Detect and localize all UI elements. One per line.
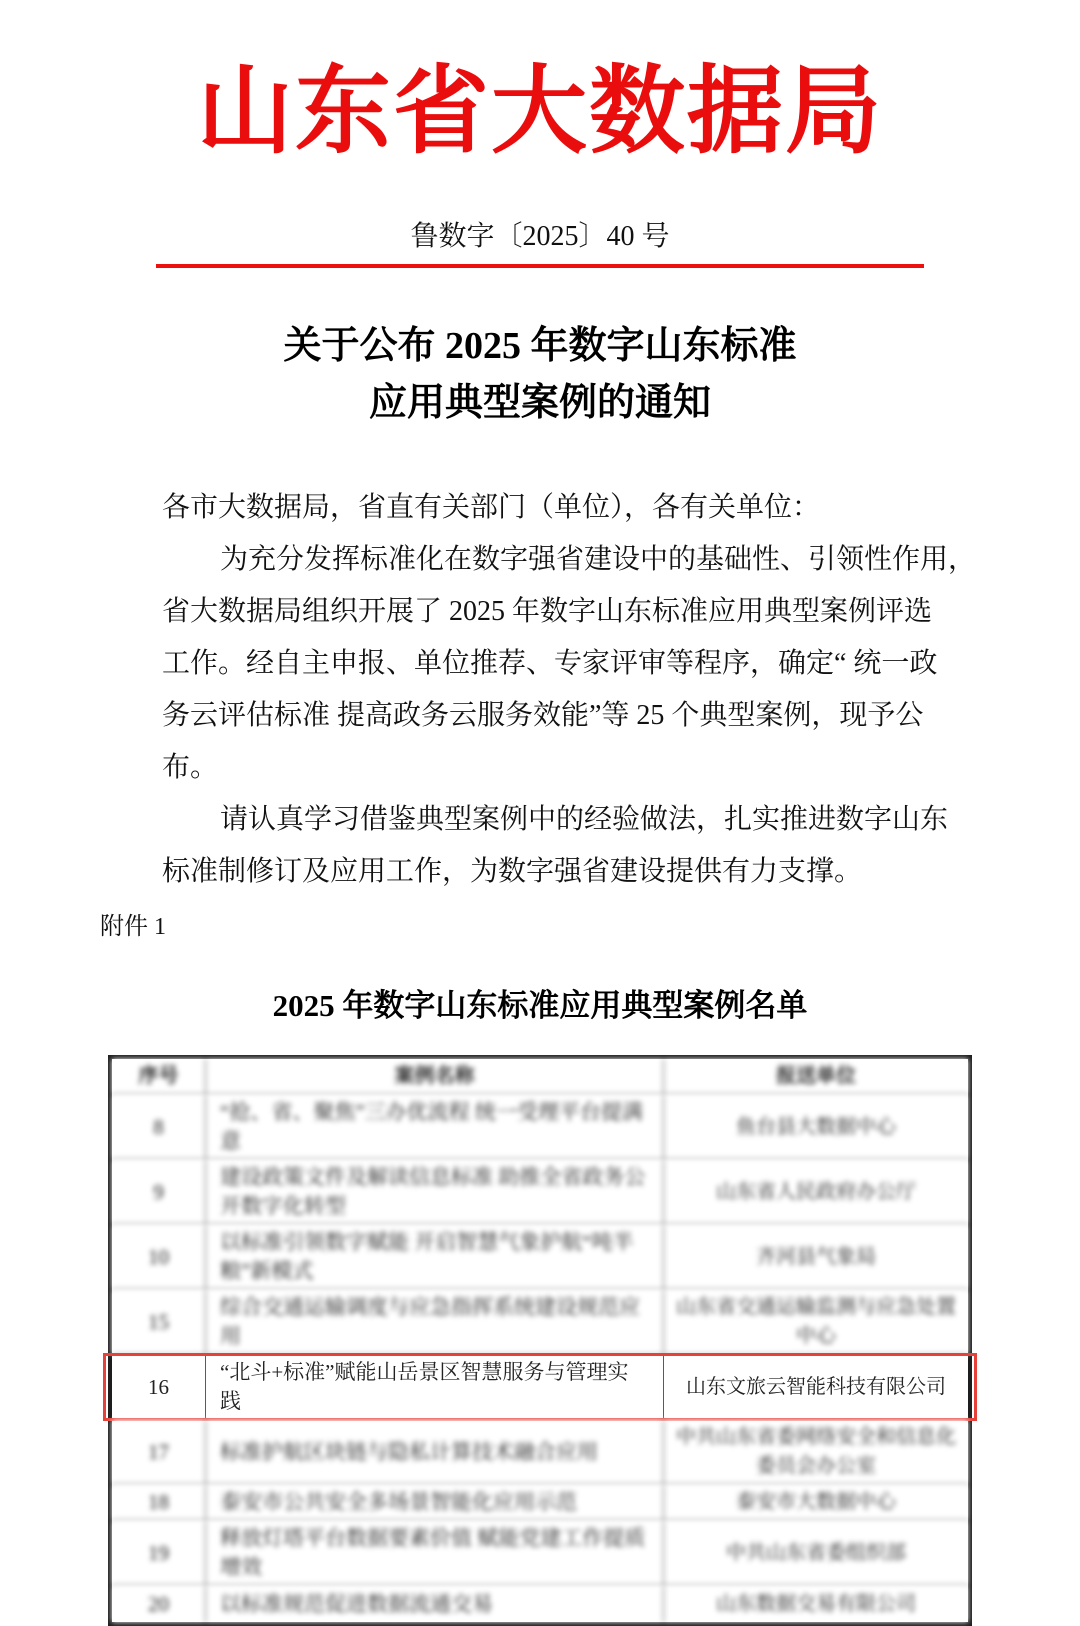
- row-no: 15: [112, 1290, 206, 1354]
- row-no: 19: [112, 1521, 206, 1585]
- row-case-name: 以标准规范促进数据流通交易: [206, 1586, 664, 1622]
- table-header-row: [112, 1059, 968, 1095]
- table-row: [112, 1586, 968, 1622]
- body-line: 为充分发挥标准化在数字强省建设中的基础性、引领性作用，: [220, 544, 977, 575]
- row-case-name: “抢、省、聚焦”三办优流程 统一受理平台提满意: [206, 1095, 664, 1159]
- notice-body: [162, 482, 977, 898]
- body-line: 省大数据局组织开展了 2025 年数字山东标准应用典型案例评选: [162, 596, 933, 627]
- table-row: [112, 1290, 968, 1355]
- document-number: 鲁数字〔2025〕40 号: [410, 221, 670, 252]
- body-line: 标准制修订及应用工作，为数字强省建设提供有力支撑。: [162, 856, 863, 887]
- row-case-name: 泰安市公共安全多场景智能化应用示范: [206, 1485, 664, 1520]
- attachment-label: 附件 1: [100, 914, 166, 940]
- row-no: 17: [112, 1420, 206, 1484]
- red-divider-rule: [156, 264, 924, 268]
- row-no: 20: [112, 1586, 206, 1622]
- row-unit: 山东省人民政府办公厅: [716, 1180, 916, 1203]
- header-cell-no: 序号: [112, 1059, 206, 1094]
- row-unit: 齐河县气象局: [756, 1245, 876, 1268]
- case-list-title: 2025 年数字山东标准应用典型案例名单: [272, 988, 808, 1023]
- row-no: 10: [112, 1225, 206, 1289]
- notice-title: [0, 318, 1080, 432]
- row-case-name: 释放灯塔平台数据要素价值 赋能党建工作提质增效: [206, 1521, 664, 1585]
- body-line: 务云评估标准 提高政务云服务效能”等 25 个典型案例，现予公: [162, 700, 924, 731]
- row-no: 8: [112, 1095, 206, 1159]
- body-line-salutation: 各市大数据局，省直有关部门（单位），各有关单位：: [162, 492, 821, 523]
- table-row: [112, 1225, 968, 1290]
- row-case-name: 标准护航区块链与隐私计算技术融合应用: [206, 1420, 664, 1484]
- row-no: 18: [112, 1485, 206, 1520]
- row-case-name: 综合交通运输调度与应急指挥系统建设规范应用: [206, 1290, 664, 1354]
- body-line: 布。: [162, 752, 219, 783]
- document-page: [0, 48, 1080, 1616]
- row-unit: 山东省交通运输监测与应急处置中心: [676, 1296, 956, 1347]
- table-row: [112, 1485, 968, 1521]
- case-table: [108, 1055, 972, 1626]
- row-unit: 泰安市大数据中心: [736, 1491, 896, 1513]
- row-no: 16: [112, 1355, 206, 1419]
- row-unit: 山东文旅云智能科技有限公司: [686, 1375, 946, 1398]
- notice-title-line2: 应用典型案例的通知: [368, 382, 711, 424]
- row-unit: 中共山东省委网络安全和信息化委员会办公室: [676, 1426, 956, 1477]
- table-row: [112, 1095, 968, 1160]
- notice-title-line1: 关于公布 2025 年数字山东标准: [283, 325, 797, 367]
- header-cell-unit: 报送单位: [776, 1065, 856, 1087]
- header-cell-name: 案例名称: [206, 1059, 664, 1094]
- row-unit: 中共山东省委组织部: [726, 1541, 906, 1564]
- row-unit: 山东数据交易有限公司: [716, 1592, 916, 1615]
- table-row: [112, 1420, 968, 1485]
- body-line: 工作。经自主申报、单位推荐、专家评审等程序，确定“ 统一政: [162, 648, 938, 679]
- row-case-name: 建设政策文件及解读信息标准 助推全省政务公开数字化转型: [206, 1160, 664, 1224]
- table-row-highlighted: [112, 1355, 968, 1420]
- body-line: 请认真学习借鉴典型案例中的经验做法，扎实推进数字山东: [220, 804, 949, 835]
- table-row: [112, 1521, 968, 1586]
- row-case-name: “北斗+标准”赋能山岳景区智慧服务与管理实践: [206, 1355, 664, 1419]
- row-case-name: 以标准引领数字赋能 开启智慧气象护航“吨半粮”新模式: [206, 1225, 664, 1289]
- agency-masthead: 山东省大数据局: [197, 58, 883, 165]
- row-no: 9: [112, 1160, 206, 1224]
- row-unit: 鱼台县大数据中心: [736, 1115, 896, 1138]
- table-row: [112, 1160, 968, 1225]
